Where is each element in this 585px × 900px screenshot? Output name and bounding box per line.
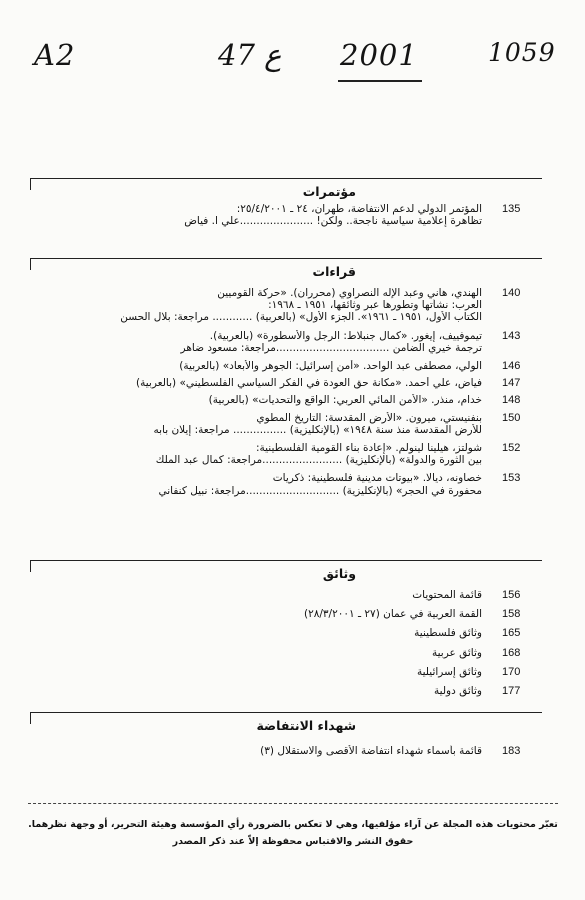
section-header [30,560,542,585]
page-number: 140 [502,287,521,299]
entry-line: بنفنيستي، ميرون. «الأرض المقدسة: التاريخ المطوي [256,411,482,424]
page-number: 146 [502,360,521,373]
entry-line: تيموفييف، إيغور. «كمال جنبلاط: الرجل والأسطورة» (بالعربية). [209,329,482,342]
handwritten-note-a2: A2 [34,38,76,72]
entry-line: محفورة في الحجر» (بالإنكليزية) ............................مراجعة: نبيل كنفاني [158,484,482,497]
handwritten-note-issue: 47 ع [218,38,282,72]
entry-line: وثائق عربية [432,646,482,659]
page-number: 148 [502,394,521,407]
page-number: 153 [502,472,521,485]
section-title: قراءات [312,264,356,279]
entry-line: فياض، علي أحمد. «مكانة حق العودة في الفكر السياسي الفلسطيني» (بالعربية) [136,377,482,390]
toc-entry [30,442,542,466]
page-number: 170 [502,665,521,678]
toc-entry [30,608,542,620]
toc-entry [30,203,542,227]
page-number: 156 [502,589,521,601]
toc-entry [30,330,542,354]
section-title: شهداء الانتفاضة [256,718,356,733]
section-title: مؤتمرات [302,184,356,199]
page-number: 147 [502,377,521,390]
section-reviews [30,258,542,497]
entry-line: الكتاب الأول، ١٩٥١ ـ ١٩٦١». الجزء الأول» (بالعربية) ............ مراجعة: بلال الحسن [120,311,482,324]
page-number: 183 [502,745,521,757]
entry-line: خدام، منذر. «الأمن المائي العربي: الواقع والتحديات» (بالعربية) [208,394,482,407]
entry-line: وثائق إسرائيلية [417,665,482,678]
entry-line: تظاهرة إعلامية سياسية ناجحة.. ولكن! ......................علي ا. فياض [184,215,482,228]
entry-line: وثائق دولية [434,685,482,698]
toc-entry [30,360,542,372]
entry-line: للأرض المقدسة منذ سنة ١٩٤٨» (بالإنكليزية) ................ مراجعة: إيلان بابه [153,423,482,436]
section-header [30,258,542,283]
entry-line: القمة العربية في عمان (٢٧ ـ ٢٨/٣/٢٠٠١) [303,608,482,621]
entry-line: الهندي، هاني وعبد الإله النصراوي (محرران). «حركة القوميين [217,287,482,299]
toc-entry [30,589,542,601]
section-title: وثائق [322,566,356,581]
page-number: 135 [502,203,521,215]
entry-line: شولتز، هيلينا لينولم. «إعادة بناء القومية الفلسطينية: [255,442,482,455]
section-header [30,178,542,203]
entry-line: العرب: نشأتها وتطورها عبر وثائقها، ١٩٥١ ـ ١٩٦٨: [268,299,482,312]
toc-entry [30,627,542,639]
page-number: 158 [502,608,521,621]
entry-line: قائمة بأسماء شهداء انتفاضة الأقصى والاستقلال (٣) [260,745,482,757]
toc-entry [30,647,542,659]
handwritten-note-number: 1059 [488,38,556,67]
entry-line: بين الثورة والدولة» (بالإنكليزية) ........................مراجعة: كمال عبد الملك [155,454,482,467]
page-number: 177 [502,685,521,698]
toc-entry [30,287,542,324]
toc-entry [30,685,542,697]
page-number: 152 [502,442,521,455]
entry-line: المؤتمر الدولي لدعم الانتفاضة، طهران، ٢٤ ـ ٢٥/٤/٢٠٠١: [236,203,482,215]
toc-entry [30,394,542,406]
page-number: 168 [502,646,521,659]
toc-entry [30,472,542,496]
toc-entry [30,377,542,389]
handwritten-note-year: 2001 [340,38,418,72]
entry-line: خصاونه، ديالا. «بيوتات مدينية فلسطينية: ذكريات [272,472,482,485]
toc-entry [30,412,542,436]
entry-line: قائمة المحتويات [412,589,482,601]
page-number: 143 [502,329,521,342]
page-number: 150 [502,411,521,424]
section-conferences [30,178,542,227]
handwriting-underline [338,80,422,82]
entry-line: الولي، مصطفى عبد الواحد. «أمن إسرائيل: الجوهر والأبعاد» (بالعربية) [179,360,482,373]
toc-entry [30,666,542,678]
toc-entry [30,745,542,757]
section-header [30,712,542,737]
section-documents [30,560,542,697]
entry-line: وثائق فلسطينية [414,627,482,640]
copyright-text: حقوق النشر والاقتباس محفوظة إلاّ عند ذكر المصدر [172,836,414,847]
footer-disclaimer [28,803,558,850]
disclaimer-text: تعبّر محتويات هذه المجلة عن آراء مؤلفيها، وهي لا تعكس بالضرورة رأي المؤسسة وهيئة التحرير، أو وجهة نظرهما. [28,819,558,830]
entry-line: ترجمة خيري الضامن ..................................مراجعة: مسعود ضاهر [180,341,482,354]
section-martyrs [30,712,542,757]
page-number: 165 [502,627,521,640]
